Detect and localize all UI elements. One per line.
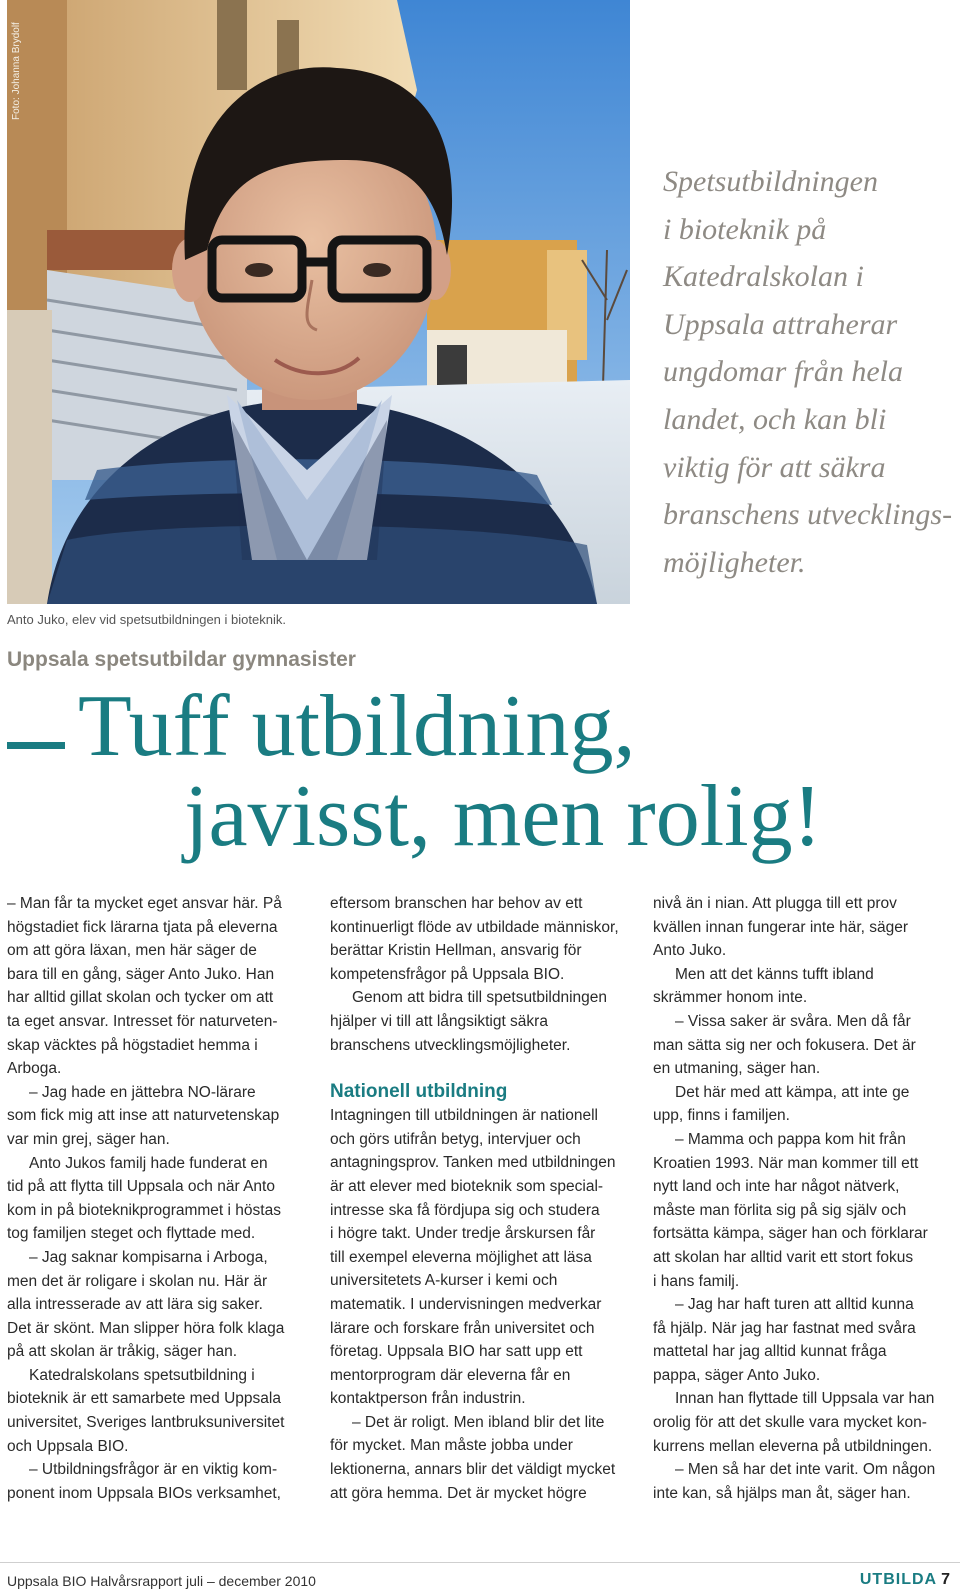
text-line: är att elever med bioteknik som special- [330, 1177, 604, 1195]
text-line: Katedralskolan i [663, 260, 864, 294]
text-line: universitet, Sveriges lantbruksuniversitet [7, 1414, 285, 1432]
text-line: landet, och kan bli [663, 402, 887, 436]
text-line: Anto Jukos familj hade funderat en [29, 1154, 268, 1172]
text-line: inte kan, så hjälps man åt, säger han. [653, 1484, 911, 1502]
footer-publication: Uppsala BIO Halvårsrapport juli – december 2010 [7, 1573, 316, 1589]
text-line: företag. Uppsala BIO har satt upp ett [330, 1343, 583, 1361]
text-line: – Jag har haft turen att alltid kunna [675, 1296, 914, 1314]
text-line: i högre takt. Under tredje årskursen får [330, 1225, 596, 1243]
body-column-3 [653, 892, 953, 1505]
text-line: nytt land och inte har något nätverk, [653, 1178, 900, 1196]
text-line: berättar Kristin Hellman, ansvarig för [330, 942, 582, 960]
text-line: kontinuerligt flöde av utbildade människor, [330, 918, 619, 936]
text-line: Det här med att kämpa, att inte ge [675, 1083, 910, 1101]
text-line: universitetets A-kurser i kemi och [330, 1272, 558, 1290]
kicker: Uppsala spetsutbildar gymnasister [7, 648, 356, 671]
text-line: till exempel eleverna möjlighet att läsa [330, 1248, 592, 1266]
text-line: branschens utvecklings- [663, 498, 953, 532]
text-line: möjligheter. [663, 545, 806, 579]
page-number: 7 [941, 1571, 950, 1588]
footer-rule [0, 1562, 960, 1563]
text-line: tid på att flytta till Uppsala och när Anto [7, 1178, 275, 1196]
text-line: som fick mig att inse att naturvetenskap [7, 1107, 280, 1125]
text-line: ungdomar från hela [663, 355, 903, 389]
text-line: och Uppsala BIO. [7, 1437, 129, 1455]
text-line: Katedralskolans spetsutbildning i [29, 1366, 255, 1384]
text-line: eftersom branschen har behov av ett [330, 895, 583, 912]
text-line: mentorprogram där eleverna får en [330, 1366, 571, 1384]
text-line: hjälper vi till att långsiktigt säkra [330, 1012, 548, 1030]
text-line: om att göra läxan, men här säger de [7, 942, 257, 960]
text-line: Spetsutbildningen [663, 165, 878, 198]
headline-line-1: Tuff utbildning, [78, 678, 636, 775]
text-line: matematik. I undervisningen medverkar [330, 1295, 602, 1313]
text-line: på att skolan är tråkig, säger han. [7, 1343, 238, 1361]
text-line: nivå än i nian. Att plugga till ett prov [653, 895, 897, 912]
text-line: – Man får ta mycket eget ansvar här. På [7, 895, 282, 912]
text-line: en utmaning, säger han. [653, 1060, 821, 1078]
text-line: kvällen innan fungerar inte här, säger [653, 918, 909, 936]
text-line: var min grej, säger han. [7, 1130, 170, 1148]
text-line: att göra hemma. Det är mycket högre [330, 1484, 587, 1502]
text-line: Intagningen till utbildningen är nationell [330, 1107, 599, 1125]
text-line: – Vissa saker är svåra. Men då får [675, 1012, 911, 1030]
text-line: – Utbildningsfrågor är en viktig kom- [29, 1461, 278, 1479]
pull-quote [663, 158, 953, 586]
body-column-2 [330, 892, 635, 1505]
text-line: pappa, säger Anto Juko. [653, 1366, 821, 1384]
text-line: – Det är roligt. Men ibland blir det lite [352, 1413, 605, 1431]
text-line: upp, finns i familjen. [653, 1107, 790, 1125]
text-line: i hans familj. [653, 1272, 740, 1290]
footer-section-page [860, 1571, 950, 1589]
text-line: i bioteknik på [663, 212, 827, 246]
text-line: kontaktperson från industrin. [330, 1390, 526, 1408]
text-line: tog familjen steget och flyttade med. [7, 1225, 256, 1243]
text-line: och görs utifrån betyg, intervjuer och [330, 1130, 581, 1148]
text-line: högstadiet fick lärarna tjata på eleverna [7, 918, 278, 936]
text-line: kom in på bioteknikprogrammet i höstas [7, 1201, 281, 1219]
text-line: har alltid gillat skolan och tycker om att [7, 989, 274, 1007]
text-line: ponent inom Uppsala BIOs verksamhet, [7, 1484, 281, 1502]
text-line: måste man förlita sig på sig själv och [653, 1201, 907, 1219]
text-line: viktig för att säkra [663, 450, 886, 484]
text-line: lärare och forskare från universitet och [330, 1319, 595, 1337]
body-column-1 [7, 892, 312, 1505]
portrait-illustration [7, 0, 630, 604]
text-line: Men att det känns tufft ibland [675, 965, 874, 983]
text-line: att skolan har alltid varit ett stort fokus [653, 1248, 914, 1266]
text-line: skrämmer honom inte. [653, 989, 808, 1007]
text-line: – Jag hade en jättebra NO-lärare [29, 1083, 256, 1101]
text-line: Arboga. [7, 1060, 62, 1078]
text-line: bara till en gång, säger Anto Juko. Han [7, 965, 275, 983]
text-line: Genom att bidra till spetsutbildningen [352, 989, 608, 1007]
text-line: – Men så har det inte varit. Om någon [675, 1461, 936, 1479]
text-line: alla intresserade av att lära sig saker. [7, 1296, 263, 1314]
text-line: ta eget ansvar. Intresset för naturveten- [7, 1012, 278, 1030]
text-line: orolig för att det skulle vara mycket kon- [653, 1414, 927, 1432]
text-line: Anto Juko. [653, 942, 727, 960]
text-line: branschens utvecklingsmöjligheter. [330, 1036, 571, 1054]
photo-credit: Foto: Johanna Brydolf [11, 22, 22, 120]
text-line: kurrens mellan eleverna på utbildningen. [653, 1437, 933, 1455]
text-line: skap väcktes på högstadiet hemma i [7, 1036, 258, 1054]
text-line: – Jag saknar kompisarna i Arboga, [29, 1248, 268, 1266]
subheading-nationell-utbildning: Nationell utbildning [330, 1081, 508, 1103]
text-line: Kroatien 1993. När man kommer till ett [653, 1154, 919, 1172]
text-line: mattetal har jag alltid kunnat fråga [653, 1343, 887, 1361]
photo-caption: Anto Juko, elev vid spetsutbildningen i bioteknik. [7, 612, 286, 627]
text-line: fortsätta kämpa, säger han och förklarar [653, 1225, 928, 1243]
text-line: kompetensfrågor på Uppsala BIO. [330, 965, 565, 983]
footer-section: UTBILDA [859, 1571, 938, 1588]
text-line: man sätta sig ner och fokusera. Det är [653, 1036, 916, 1054]
text-line: för mycket. Man måste jobba under [330, 1437, 573, 1455]
text-line: bioteknik är ett samarbete med Uppsala [7, 1390, 281, 1408]
text-line: intresse ska få fördjupa sig och studera [330, 1201, 600, 1219]
text-line: antagningsprov. Tanken med utbildningen [330, 1154, 616, 1172]
text-line: – Mamma och pappa kom hit från [675, 1130, 906, 1148]
text-line: lektionerna, annars blir det väldigt mycket [330, 1461, 616, 1479]
text-line: Det är skönt. Man slipper höra folk klaga [7, 1319, 285, 1337]
headline-dash [7, 742, 65, 749]
portrait-photo [7, 0, 630, 604]
text-line: få hjälp. När jag har fastnat med svåra [653, 1319, 916, 1337]
headline-line-2: javisst, men rolig! [184, 768, 822, 865]
text-line: men det är roligare i skolan nu. Här är [7, 1272, 268, 1290]
text-line: Uppsala attraherar [663, 307, 898, 341]
text-line: Innan han flyttade till Uppsala var han [675, 1390, 935, 1408]
